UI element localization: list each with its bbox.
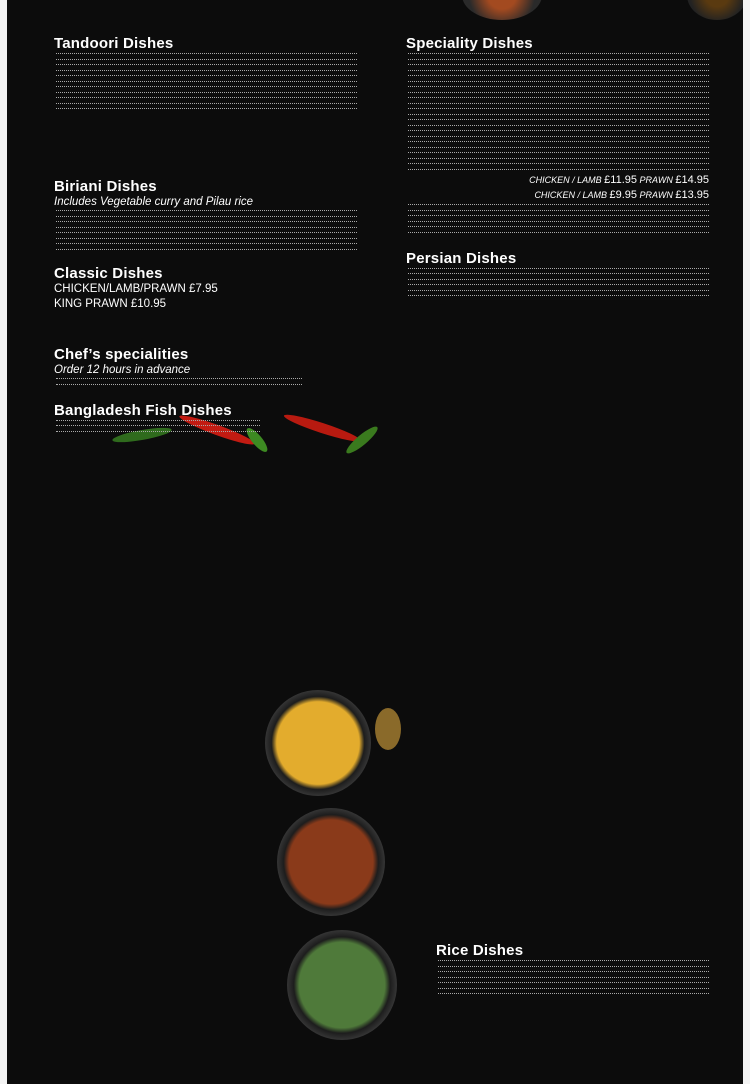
- dot-leader: [408, 273, 709, 274]
- tandoori-section: [54, 35, 359, 112]
- dot-leader: [408, 136, 709, 137]
- option-label: CHICKEN / LAMB: [534, 190, 610, 200]
- rice-section: [436, 942, 711, 999]
- section-title: Classic Dishes: [54, 264, 163, 282]
- menu-item: [54, 70, 359, 74]
- menu-item: [54, 97, 359, 101]
- dot-leader: [438, 966, 709, 967]
- dot-leader: [408, 92, 709, 93]
- classic-price-line: CHICKEN/LAMB/PRAWN £7.95: [54, 282, 218, 295]
- dot-leader: [438, 988, 709, 989]
- option-price: £9.95: [609, 189, 637, 201]
- dot-leader: [408, 279, 709, 280]
- section-subtitle: Includes Vegetable curry and Pilau rice: [54, 196, 254, 208]
- dot-leader: [438, 960, 709, 961]
- dot-leader: [56, 227, 357, 228]
- dot-leader: [56, 425, 260, 426]
- menu-item: [406, 268, 711, 272]
- dot-leader: [408, 268, 709, 269]
- dot-leader: [408, 141, 709, 142]
- section-title: Tandoori Dishes: [54, 35, 174, 52]
- dot-leader: [408, 81, 709, 82]
- menu-item: [406, 75, 711, 79]
- dot-leader: [408, 204, 709, 205]
- menu-item: [406, 273, 711, 277]
- dot-leader: [56, 420, 260, 421]
- menu-item: [436, 971, 711, 975]
- dot-leader: [56, 221, 357, 222]
- menu-item: [54, 243, 359, 247]
- classic-section: [54, 265, 359, 327]
- dot-leader: [56, 210, 357, 211]
- dot-leader: [408, 59, 709, 60]
- section-title: Chef’s specialities: [54, 346, 189, 363]
- dot-leader: [408, 64, 709, 65]
- dot-leader: [408, 163, 709, 164]
- fish-section: [54, 402, 262, 435]
- dot-leader: [56, 216, 357, 217]
- menu-item: [54, 227, 359, 231]
- menu-item: [406, 141, 711, 145]
- menu-item: [406, 158, 711, 162]
- dot-leader: [408, 290, 709, 291]
- dot-leader: [408, 103, 709, 104]
- menu-item: [436, 993, 711, 997]
- dot-leader: [56, 384, 302, 385]
- menu-item: [406, 210, 711, 214]
- dot-leader: [408, 295, 709, 296]
- menu-item: [406, 114, 711, 118]
- dot-leader: [408, 221, 709, 222]
- menu-item: [54, 378, 304, 382]
- option-price: £14.95: [675, 174, 709, 186]
- menu-item: [436, 966, 711, 970]
- menu-item: [54, 75, 359, 79]
- menu-item: [406, 279, 711, 283]
- dot-leader: [56, 378, 302, 379]
- menu-item: [54, 64, 359, 68]
- menu-item: [54, 53, 359, 57]
- menu-item: [406, 215, 711, 219]
- option-label: PRAWN: [639, 190, 676, 200]
- herbs-bowl-decoration: [287, 930, 397, 1040]
- menu-item: [54, 420, 262, 424]
- menu-item: [436, 977, 711, 981]
- dot-leader: [408, 125, 709, 126]
- spoon-decoration: [375, 708, 401, 750]
- menu-item: [54, 232, 359, 236]
- menu-item: [406, 163, 711, 167]
- option-price: £11.95: [604, 174, 637, 186]
- dot-leader: [56, 64, 357, 65]
- section-subtitle: Order 12 hours in advance: [54, 364, 191, 376]
- dot-leader: [408, 158, 709, 159]
- dot-leader: [56, 86, 357, 87]
- menu-item: [54, 86, 359, 90]
- dot-leader: [56, 431, 260, 432]
- menu-item: [54, 238, 359, 242]
- menu-item: [406, 130, 711, 134]
- dot-leader: [408, 97, 709, 98]
- menu-item: [406, 125, 711, 129]
- dot-leader: [56, 97, 357, 98]
- menu-page: [7, 0, 743, 1084]
- dot-leader: [438, 971, 709, 972]
- dot-leader: [408, 284, 709, 285]
- menu-item: [406, 232, 711, 236]
- dot-leader: [56, 238, 357, 239]
- menu-item: [54, 249, 359, 253]
- bowl-decoration: [687, 0, 743, 20]
- left-column: [54, 35, 359, 436]
- classic-price-line: KING PRAWN £10.95: [54, 297, 167, 310]
- menu-item: [54, 425, 262, 429]
- dot-leader: [408, 226, 709, 227]
- menu-item: [406, 284, 711, 288]
- speciality-section: [406, 35, 711, 236]
- biriani-section: [54, 178, 359, 253]
- dot-leader: [408, 215, 709, 216]
- dot-leader: [56, 232, 357, 233]
- menu-item: [406, 174, 711, 188]
- dot-leader: [408, 75, 709, 76]
- right-column: [406, 35, 711, 301]
- dot-leader: [408, 108, 709, 109]
- menu-item: [406, 108, 711, 112]
- menu-item: [54, 221, 359, 225]
- menu-item: [436, 988, 711, 992]
- menu-item: [54, 81, 359, 85]
- menu-item: [406, 189, 711, 203]
- section-title: Persian Dishes: [406, 249, 517, 267]
- menu-item: [406, 53, 711, 57]
- menu-item: [406, 81, 711, 85]
- menu-item: [406, 59, 711, 63]
- menu-item: [54, 59, 359, 63]
- dot-leader: [56, 249, 357, 250]
- persian-section: [406, 250, 711, 300]
- option-label: CHICKEN / LAMB: [529, 175, 605, 185]
- dot-leader: [408, 152, 709, 153]
- bowl-decoration: [462, 0, 542, 20]
- dot-leader: [408, 130, 709, 131]
- menu-item: [54, 210, 359, 214]
- menu-item: [406, 136, 711, 140]
- dot-leader: [56, 75, 357, 76]
- dot-leader: [56, 243, 357, 244]
- menu-item: [436, 960, 711, 964]
- menu-item: [406, 204, 711, 208]
- dot-leader: [408, 70, 709, 71]
- dot-leader: [408, 119, 709, 120]
- menu-item: [406, 86, 711, 90]
- dot-leader: [438, 977, 709, 978]
- section-title: Bangladesh Fish Dishes: [54, 401, 232, 419]
- option-label: PRAWN: [639, 175, 676, 185]
- menu-item: [406, 221, 711, 225]
- section-title: Rice Dishes: [436, 942, 524, 959]
- menu-item: [54, 384, 304, 388]
- dot-leader: [56, 70, 357, 71]
- dot-leader: [408, 147, 709, 148]
- menu-item: [54, 431, 262, 435]
- turmeric-bowl-decoration: [265, 690, 371, 796]
- menu-item: [406, 119, 711, 123]
- dot-leader: [438, 993, 709, 994]
- dot-leader: [408, 114, 709, 115]
- dot-leader: [56, 59, 357, 60]
- menu-item: [406, 64, 711, 68]
- menu-item: [406, 226, 711, 230]
- dot-leader: [56, 81, 357, 82]
- menu-item: [406, 147, 711, 151]
- menu-item: [406, 70, 711, 74]
- dot-leader: [56, 53, 357, 54]
- section-title: Speciality Dishes: [406, 35, 533, 52]
- menu-item: [406, 97, 711, 101]
- chili-powder-bowl-decoration: [277, 808, 385, 916]
- menu-item: [406, 103, 711, 107]
- menu-item: [406, 295, 711, 299]
- dot-leader: [438, 982, 709, 983]
- menu-item: [406, 152, 711, 156]
- chef-section: [54, 346, 304, 388]
- menu-item: [406, 92, 711, 96]
- menu-item: [436, 982, 711, 986]
- dot-leader: [408, 169, 709, 170]
- dot-leader: [56, 108, 357, 109]
- dot-leader: [408, 232, 709, 233]
- menu-item: [54, 103, 359, 107]
- item-options: [406, 189, 711, 203]
- menu-item: [54, 216, 359, 220]
- option-price: £13.95: [675, 189, 709, 201]
- menu-item: [406, 169, 711, 173]
- menu-item: [406, 290, 711, 294]
- dot-leader: [408, 210, 709, 211]
- dot-leader: [56, 103, 357, 104]
- section-title: Biriani Dishes: [54, 178, 157, 195]
- dot-leader: [56, 92, 357, 93]
- dot-leader: [408, 53, 709, 54]
- menu-item: [54, 92, 359, 96]
- dot-leader: [408, 86, 709, 87]
- item-options: [406, 174, 711, 188]
- menu-item: [54, 108, 359, 112]
